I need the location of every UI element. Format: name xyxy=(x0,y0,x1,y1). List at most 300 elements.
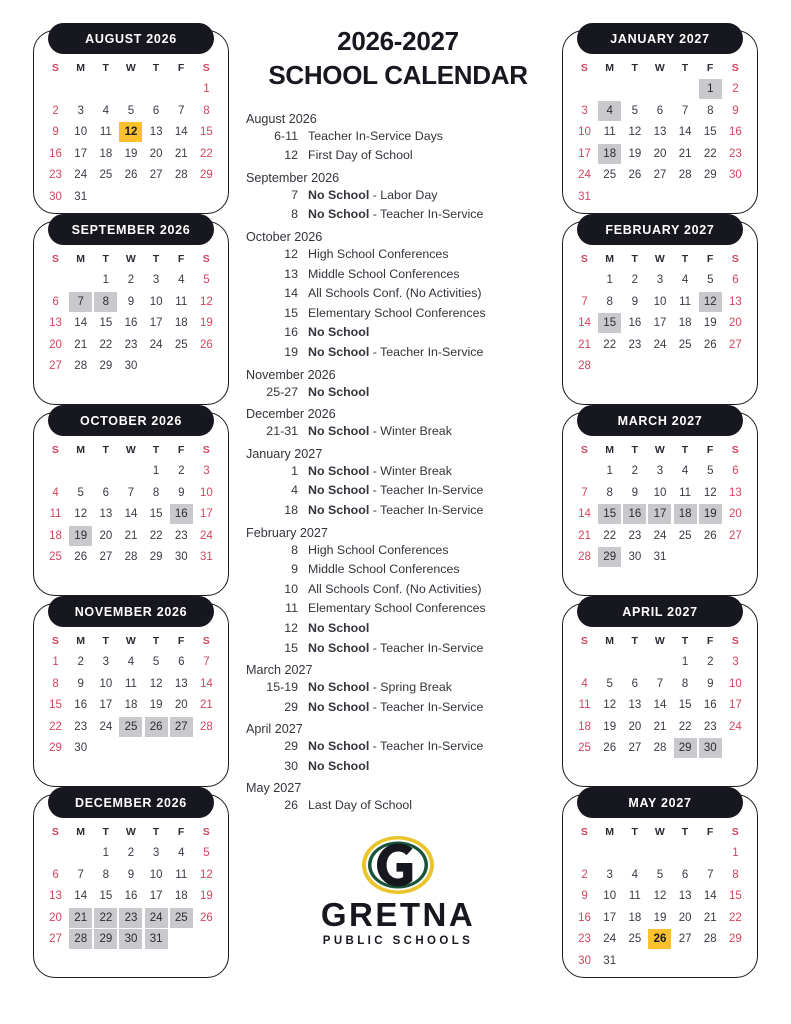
day-cell: 4 xyxy=(178,274,185,287)
day-cell: 12 xyxy=(74,508,88,521)
month-title: NOVEMBER 2026 xyxy=(48,596,214,627)
day-of-week-header: M xyxy=(605,825,615,838)
day-cell: 16 xyxy=(124,890,138,903)
day-cell: 31 xyxy=(578,190,591,203)
empty-day-cell xyxy=(69,270,92,290)
month-card-april-2027 xyxy=(562,603,758,787)
day-of-week-header: W xyxy=(125,443,137,456)
legend-entry-date: 4 xyxy=(291,483,298,498)
legend-entry-date: 7 xyxy=(291,187,298,202)
legend-entry-date: 13 xyxy=(284,266,298,281)
day-cell: 13 xyxy=(174,677,188,690)
day-of-week-header: S xyxy=(731,443,740,456)
legend-entry xyxy=(242,422,554,442)
day-of-week-header: M xyxy=(76,252,86,265)
legend-entry-date: 25-27 xyxy=(266,384,298,399)
legend-entry-date: 12 xyxy=(284,247,298,261)
day-cell: 15 xyxy=(200,126,213,139)
day-cell: 24 xyxy=(653,529,667,542)
legend-entry xyxy=(242,323,554,343)
day-cell: 8 xyxy=(606,295,613,308)
day-cell: 28 xyxy=(69,929,92,949)
legend-entry-date: 9 xyxy=(291,562,298,577)
day-cell: 10 xyxy=(729,677,742,690)
day-cell: 20 xyxy=(149,147,163,160)
day-cell: 10 xyxy=(603,890,617,903)
legend-entry-emphasis: No School xyxy=(308,207,370,222)
legend-entry-detail: - Teacher In-Service xyxy=(369,483,484,498)
day-cell: 16 xyxy=(703,699,717,712)
day-cell: 9 xyxy=(631,295,639,308)
day-cell: 30 xyxy=(729,169,742,182)
legend-entry-detail: High School Conferences xyxy=(308,247,449,261)
day-cell: 16 xyxy=(170,504,193,524)
legend-entry-detail: - Winter Break xyxy=(369,463,452,478)
day-cell: 14 xyxy=(578,508,591,521)
day-cell: 6 xyxy=(681,868,689,881)
legend-entry-text xyxy=(308,343,554,363)
empty-day-cell xyxy=(119,79,142,99)
day-cell: 25 xyxy=(603,169,617,182)
legend-group-september-2026 xyxy=(242,168,554,225)
legend-entry xyxy=(242,560,554,580)
empty-day-cell xyxy=(623,652,646,672)
day-cell: 24 xyxy=(149,338,163,351)
legend-group-august-2026 xyxy=(242,109,554,166)
day-cell: 22 xyxy=(603,338,617,351)
legend-entry-emphasis: No School xyxy=(308,384,370,399)
day-cell: 15 xyxy=(729,890,742,903)
legend-entry-text xyxy=(308,265,554,285)
month-title: FEBRUARY 2027 xyxy=(577,214,743,245)
legend-entry-emphasis: No School xyxy=(308,187,370,202)
day-of-week-header: W xyxy=(654,252,666,265)
day-cell: 5 xyxy=(606,677,613,690)
legend-group-heading: February 2027 xyxy=(246,525,328,540)
legend-entry-text xyxy=(308,619,554,639)
empty-day-cell xyxy=(94,79,117,99)
day-cell: 18 xyxy=(174,890,188,903)
month-card-december-2026 xyxy=(33,794,229,978)
day-cell: 23 xyxy=(119,908,142,928)
legend-entry-date: 29 xyxy=(284,739,298,754)
legend-entry-emphasis: No School xyxy=(308,463,370,478)
day-cell: 18 xyxy=(628,911,642,924)
day-cell: 25 xyxy=(170,908,193,928)
day-cell: 14 xyxy=(200,677,213,690)
day-cell: 31 xyxy=(200,551,213,564)
day-cell: 2 xyxy=(77,656,84,669)
legend-entry-emphasis: No School xyxy=(308,640,370,655)
day-cell: 18 xyxy=(99,147,113,160)
day-cell: 22 xyxy=(729,911,742,924)
day-of-week-header: M xyxy=(605,443,615,456)
day-cell: 8 xyxy=(52,677,59,690)
legend-group-heading: August 2026 xyxy=(246,111,317,126)
day-cell: 20 xyxy=(628,720,642,733)
day-cell: 8 xyxy=(203,104,210,117)
day-of-week-header: T xyxy=(152,61,160,74)
month-title: SEPTEMBER 2026 xyxy=(48,214,214,245)
legend-entry xyxy=(242,599,554,619)
day-cell: 6 xyxy=(631,677,639,690)
month-title: APRIL 2027 xyxy=(577,596,743,627)
day-cell: 6 xyxy=(152,104,160,117)
day-of-week-header: T xyxy=(102,252,110,265)
day-cell: 31 xyxy=(653,551,667,564)
legend-entry-detail: First Day of School xyxy=(308,148,413,163)
day-cell: 26 xyxy=(200,338,213,351)
day-cell: 19 xyxy=(124,147,138,160)
legend-entry-detail: Teacher In-Service Days xyxy=(308,128,443,143)
day-cell: 18 xyxy=(124,699,138,712)
day-cell: 14 xyxy=(74,890,88,903)
day-cell: 12 xyxy=(603,699,617,712)
day-of-week-header: T xyxy=(631,61,639,74)
legend-entry xyxy=(242,796,554,816)
day-of-week-header: T xyxy=(631,252,639,265)
legend-entry-emphasis: No School xyxy=(308,758,370,773)
day-cell: 22 xyxy=(149,529,163,542)
day-cell: 4 xyxy=(681,465,689,478)
day-cell: 25 xyxy=(678,529,692,542)
legend-entry xyxy=(242,146,554,166)
month-card-october-2026 xyxy=(33,412,229,596)
day-cell: 23 xyxy=(74,720,88,733)
day-cell: 19 xyxy=(603,720,617,733)
day-cell: 30 xyxy=(699,738,722,758)
legend-entry-date: 8 xyxy=(291,207,298,222)
empty-day-cell xyxy=(573,652,596,672)
day-cell: 21 xyxy=(678,147,692,160)
day-cell: 23 xyxy=(124,338,138,351)
legend-entry-date: 1 xyxy=(291,463,298,478)
month-card-february-2027 xyxy=(562,221,758,405)
legend-group-heading: September 2026 xyxy=(246,170,340,185)
day-cell: 21 xyxy=(200,699,213,712)
day-cell: 21 xyxy=(174,147,188,160)
day-cell: 3 xyxy=(732,656,739,669)
day-cell: 14 xyxy=(653,699,667,712)
day-cell: 21 xyxy=(703,911,717,924)
day-cell: 31 xyxy=(74,190,88,203)
day-cell: 23 xyxy=(729,147,742,160)
day-cell: 16 xyxy=(74,699,88,712)
day-cell: 3 xyxy=(102,656,110,669)
day-cell: 27 xyxy=(49,360,62,373)
day-cell: 14 xyxy=(703,890,717,903)
day-cell: 19 xyxy=(653,911,667,924)
day-cell: 27 xyxy=(653,169,667,182)
day-cell: 5 xyxy=(203,847,210,860)
day-cell: 13 xyxy=(653,126,667,139)
day-cell: 24 xyxy=(99,720,113,733)
day-cell: 7 xyxy=(581,486,588,499)
month-card-september-2026 xyxy=(33,221,229,405)
day-cell: 14 xyxy=(578,317,591,330)
day-of-week-header: M xyxy=(605,634,615,647)
legend-entry-date: 15-19 xyxy=(266,680,298,695)
page-title xyxy=(242,24,554,93)
day-of-week-header: S xyxy=(731,61,740,74)
month-title: JANUARY 2027 xyxy=(577,23,743,54)
legend-group-november-2026 xyxy=(242,365,554,403)
day-of-week-header: T xyxy=(102,634,110,647)
day-cell: 8 xyxy=(681,677,689,690)
legend-entry-detail: - Spring Break xyxy=(369,680,452,695)
day-cell: 6 xyxy=(52,868,59,881)
day-cell: 21 xyxy=(69,908,92,928)
legend-entry-text xyxy=(308,737,554,757)
day-cell: 24 xyxy=(729,720,742,733)
day-cell: 12 xyxy=(200,295,213,308)
legend-entry-date: 30 xyxy=(284,758,298,773)
day-cell: 12 xyxy=(703,486,717,499)
day-cell: 2 xyxy=(178,465,185,478)
day-cell: 8 xyxy=(102,868,110,881)
day-cell: 6 xyxy=(102,486,110,499)
day-cell: 1 xyxy=(102,274,110,287)
day-cell: 11 xyxy=(99,126,112,139)
day-cell: 5 xyxy=(127,104,135,117)
day-cell: 10 xyxy=(149,868,163,881)
day-cell: 1 xyxy=(699,79,722,99)
day-of-week-header: M xyxy=(605,61,615,74)
day-cell: 30 xyxy=(124,360,138,373)
day-cell: 24 xyxy=(74,169,88,182)
month-grid xyxy=(572,57,748,208)
day-cell: 11 xyxy=(125,677,137,690)
day-cell: 12 xyxy=(628,126,642,139)
day-cell: 11 xyxy=(175,295,188,308)
day-cell: 27 xyxy=(628,742,642,755)
day-cell: 7 xyxy=(77,868,84,881)
day-cell: 17 xyxy=(149,317,163,330)
legend-entry-text xyxy=(308,323,554,343)
legend-group-heading: May 2027 xyxy=(246,781,302,796)
day-of-week-header: S xyxy=(580,634,589,647)
legend-entry-text xyxy=(308,146,554,166)
day-cell: 17 xyxy=(603,911,617,924)
day-cell: 11 xyxy=(679,486,692,499)
day-cell: 14 xyxy=(678,126,692,139)
day-cell: 29 xyxy=(729,933,742,946)
day-cell: 29 xyxy=(94,929,117,949)
day-of-week-header: F xyxy=(177,634,185,647)
day-cell: 27 xyxy=(678,933,692,946)
legend-entry-detail: - Labor Day xyxy=(369,187,438,202)
day-cell: 23 xyxy=(628,338,642,351)
legend-entry-date: 15 xyxy=(284,305,298,320)
day-cell: 4 xyxy=(102,104,110,117)
legend-entry-date: 29 xyxy=(284,699,298,714)
legend-entry-emphasis: No School xyxy=(308,502,370,517)
day-of-week-header: M xyxy=(76,443,86,456)
empty-day-cell xyxy=(648,652,671,672)
day-of-week-header: M xyxy=(76,61,86,74)
day-of-week-header: S xyxy=(202,443,211,456)
day-cell: 9 xyxy=(127,868,135,881)
legend-entry-date: 10 xyxy=(284,581,298,596)
day-of-week-header: T xyxy=(631,825,639,838)
empty-day-cell xyxy=(598,843,621,863)
legend-entry xyxy=(242,205,554,225)
empty-day-cell xyxy=(44,79,67,99)
day-cell: 25 xyxy=(99,169,113,182)
day-of-week-header: T xyxy=(102,61,110,74)
legend-entry xyxy=(242,501,554,521)
day-cell: 17 xyxy=(648,504,671,524)
district-logo xyxy=(242,834,554,947)
day-cell: 3 xyxy=(581,104,588,117)
legend-entry-text xyxy=(308,205,554,225)
day-cell: 1 xyxy=(606,274,613,287)
day-cell: 6 xyxy=(656,104,664,117)
day-cell: 7 xyxy=(707,868,714,881)
legend-entry-date: 26 xyxy=(284,798,298,813)
legend-entry-date: 15 xyxy=(284,640,298,655)
day-cell: 8 xyxy=(94,292,117,312)
day-cell: 1 xyxy=(732,847,739,860)
day-cell: 7 xyxy=(127,486,135,499)
legend-group-heading: March 2027 xyxy=(246,663,313,678)
day-cell: 17 xyxy=(653,317,667,330)
legend-entry xyxy=(242,186,554,206)
day-cell: 23 xyxy=(174,529,188,542)
day-cell: 20 xyxy=(99,529,113,542)
legend-entry-text xyxy=(308,580,554,600)
center-panel xyxy=(242,24,554,947)
legend-list xyxy=(242,109,554,816)
day-of-week-header: S xyxy=(580,443,589,456)
day-cell: 27 xyxy=(49,933,62,946)
day-cell: 2 xyxy=(127,847,135,860)
day-cell: 2 xyxy=(52,104,59,117)
day-cell: 17 xyxy=(578,147,591,160)
day-cell: 22 xyxy=(603,529,617,542)
legend-entry-text xyxy=(308,304,554,324)
day-cell: 5 xyxy=(77,486,84,499)
day-of-week-header: W xyxy=(654,443,666,456)
legend-entry-text xyxy=(308,245,554,265)
day-cell: 15 xyxy=(678,699,692,712)
day-cell: 5 xyxy=(656,868,664,881)
legend-entry-detail: - Teacher In-Service xyxy=(369,739,484,754)
day-cell: 31 xyxy=(145,929,168,949)
empty-day-cell xyxy=(598,652,621,672)
legend-group-heading: October 2026 xyxy=(246,230,323,244)
day-cell: 15 xyxy=(99,317,113,330)
day-cell: 12 xyxy=(119,122,142,142)
day-cell: 26 xyxy=(145,717,168,737)
day-cell: 22 xyxy=(94,908,117,928)
month-card-november-2026 xyxy=(33,603,229,787)
legend-entry-text xyxy=(308,186,554,206)
empty-day-cell xyxy=(573,843,596,863)
day-cell: 11 xyxy=(628,890,641,903)
day-cell: 25 xyxy=(578,742,591,755)
day-of-week-header: S xyxy=(51,252,60,265)
day-of-week-header: F xyxy=(706,61,714,74)
legend-entry xyxy=(242,757,554,777)
day-cell: 17 xyxy=(99,699,113,712)
legend-entry-text xyxy=(308,422,554,442)
day-cell: 28 xyxy=(653,742,667,755)
day-cell: 13 xyxy=(99,508,113,521)
empty-day-cell xyxy=(623,79,646,99)
day-cell: 29 xyxy=(200,169,213,182)
months-column-right xyxy=(562,30,758,978)
day-cell: 15 xyxy=(598,313,621,333)
day-cell: 10 xyxy=(74,126,88,139)
day-cell: 2 xyxy=(707,656,714,669)
day-cell: 10 xyxy=(653,295,667,308)
day-cell: 10 xyxy=(200,486,213,499)
day-of-week-header: F xyxy=(177,61,185,74)
empty-day-cell xyxy=(573,270,596,290)
day-cell: 27 xyxy=(99,551,113,564)
month-grid xyxy=(43,248,219,377)
legend-group-heading: January 2027 xyxy=(246,446,323,461)
day-cell: 28 xyxy=(200,720,213,733)
day-cell: 5 xyxy=(707,274,714,287)
day-cell: 29 xyxy=(99,360,113,373)
day-cell: 5 xyxy=(631,104,639,117)
day-cell: 7 xyxy=(203,656,210,669)
day-of-week-header: T xyxy=(631,443,639,456)
day-cell: 9 xyxy=(127,295,135,308)
legend-entry xyxy=(242,284,554,304)
empty-day-cell xyxy=(69,79,92,99)
day-cell: 6 xyxy=(732,465,739,478)
day-cell: 6 xyxy=(52,295,59,308)
empty-day-cell xyxy=(69,461,92,481)
legend-entry-text xyxy=(308,639,554,659)
month-grid xyxy=(43,57,219,208)
day-cell: 16 xyxy=(628,317,642,330)
empty-day-cell xyxy=(44,270,67,290)
day-cell: 17 xyxy=(729,699,742,712)
legend-entry-date: 6-11 xyxy=(274,128,298,143)
day-cell: 3 xyxy=(152,847,160,860)
day-cell: 9 xyxy=(178,486,185,499)
day-cell: 9 xyxy=(77,677,84,690)
day-cell: 4 xyxy=(631,868,639,881)
legend-entry-date: 8 xyxy=(291,542,298,557)
day-cell: 20 xyxy=(729,317,742,330)
day-cell: 13 xyxy=(49,317,62,330)
legend-group-heading: April 2027 xyxy=(246,722,303,737)
day-cell: 4 xyxy=(52,486,59,499)
day-cell: 23 xyxy=(49,169,62,182)
empty-day-cell xyxy=(44,461,67,481)
legend-entry xyxy=(242,304,554,324)
day-cell: 24 xyxy=(145,908,168,928)
legend-entry-detail: Middle School Conferences xyxy=(308,266,460,281)
day-cell: 3 xyxy=(656,465,664,478)
legend-entry-emphasis: No School xyxy=(308,739,370,754)
title-school-year: 2026-2027 xyxy=(337,26,459,56)
legend-entry-detail: All Schools Conf. (No Activities) xyxy=(308,581,482,596)
legend-entry-emphasis: No School xyxy=(308,699,370,714)
day-of-week-header: T xyxy=(681,825,689,838)
legend-entry-date: 14 xyxy=(284,286,298,301)
day-cell: 26 xyxy=(603,742,617,755)
day-cell: 16 xyxy=(124,317,138,330)
legend-entry-detail: - Teacher In-Service xyxy=(369,502,484,517)
day-cell: 9 xyxy=(52,126,59,139)
day-cell: 30 xyxy=(74,742,88,755)
